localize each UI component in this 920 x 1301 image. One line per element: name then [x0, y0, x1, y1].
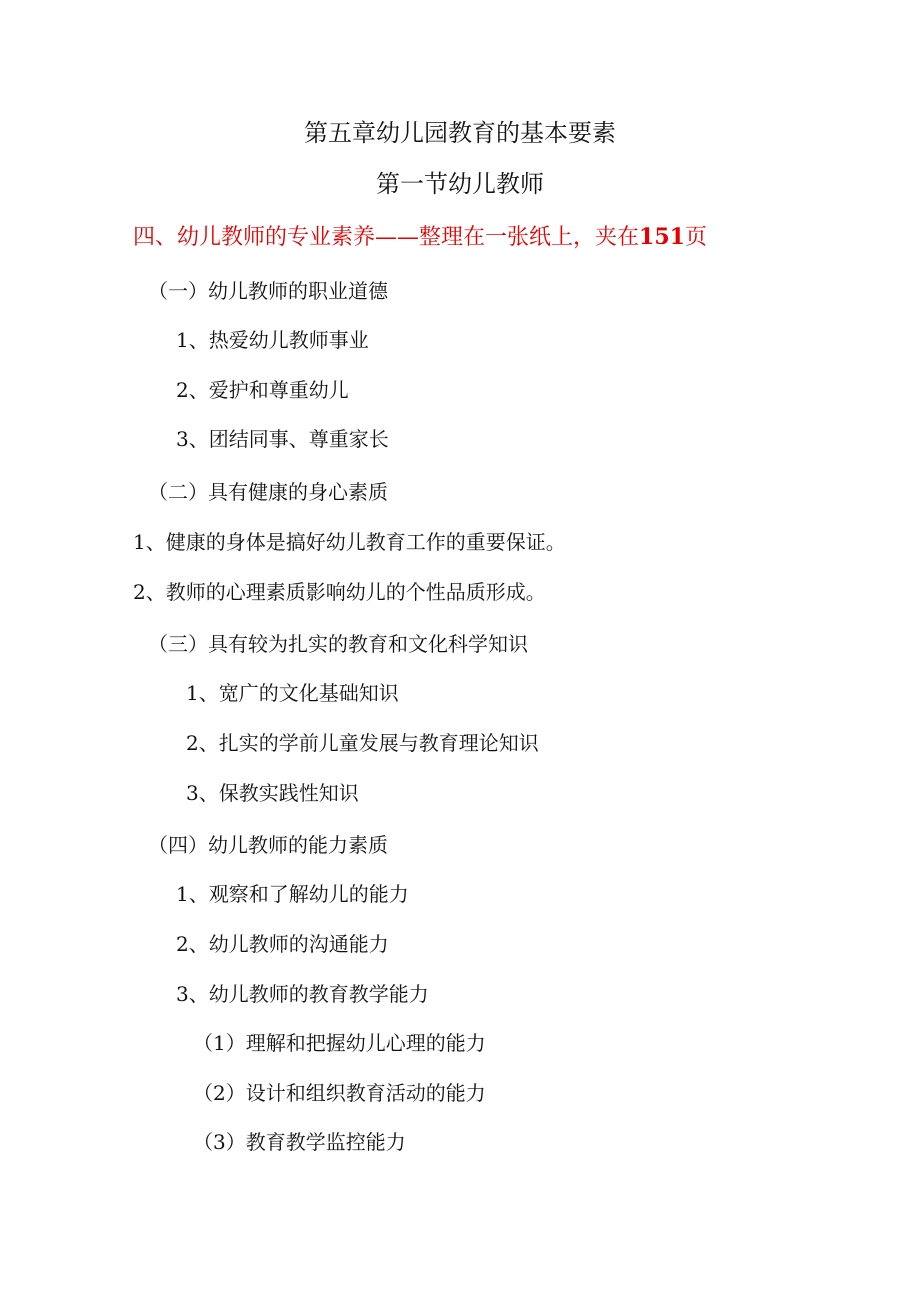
section-title: 第一节幼儿教师 — [376, 170, 544, 198]
heading-suffix: 页 — [684, 225, 707, 250]
section-4-subitem-1: （1）理解和把握幼儿心理的能力 — [193, 1031, 486, 1055]
section-1-label: （一）幼儿教师的职业道德 — [148, 279, 388, 303]
chapter-title: 第五章幼儿园教育的基本要素 — [304, 119, 616, 147]
section-4-item-2: 2、幼儿教师的沟通能力 — [176, 932, 389, 956]
section-2-item-2: 2、教师的心理素质影响幼儿的个性品质形成。 — [133, 580, 546, 604]
section-3-item-1: 1、宽广的文化基础知识 — [186, 681, 399, 705]
section-1-item-2: 2、爱护和尊重幼儿 — [176, 378, 349, 402]
section-4-item-1: 1、观察和了解幼儿的能力 — [176, 882, 409, 906]
heading-prefix: 四、幼儿教师的专业素养——整理在一张纸上，夹在 — [133, 225, 640, 250]
section-3-item-2: 2、扎实的学前儿童发展与教育理论知识 — [186, 731, 539, 755]
section-1-item-3: 3、团结同事、尊重家长 — [176, 427, 389, 451]
section-2-item-1: 1、健康的身体是搞好幼儿教育工作的重要保证。 — [133, 530, 566, 554]
section-4-label: （四）幼儿教师的能力素质 — [148, 833, 388, 857]
section-3-item-3: 3、保教实践性知识 — [186, 781, 359, 805]
section-1-item-1: 1、热爱幼儿教师事业 — [176, 328, 369, 352]
section-4-subitem-2: （2）设计和组织教育活动的能力 — [193, 1081, 486, 1105]
section-2-label: （二）具有健康的身心素质 — [148, 480, 388, 504]
red-heading — [133, 226, 707, 249]
section-3-label: （三）具有较为扎实的教育和文化科学知识 — [148, 632, 528, 656]
heading-page-number: 151 — [639, 224, 685, 250]
section-4-item-3: 3、幼儿教师的教育教学能力 — [176, 982, 429, 1006]
section-4-subitem-3: （3）教育教学监控能力 — [193, 1130, 406, 1154]
